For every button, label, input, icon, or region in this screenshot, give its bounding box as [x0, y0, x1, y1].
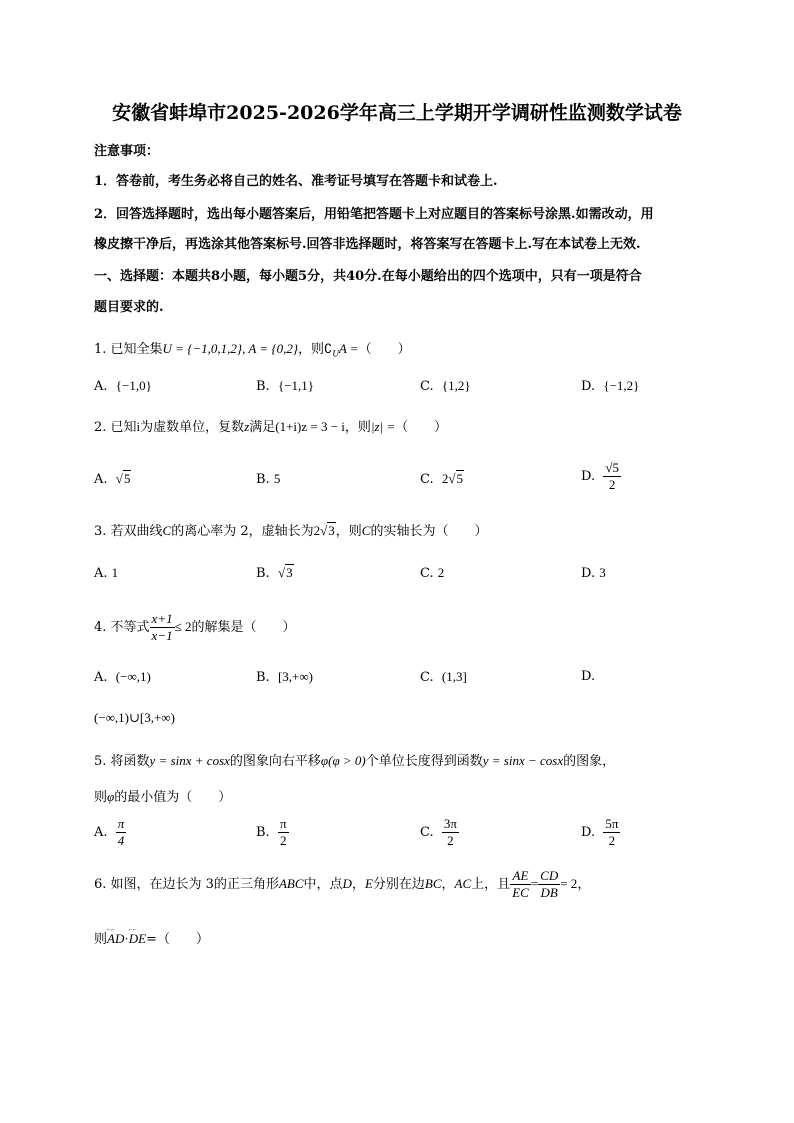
q3-mid1: 的离心率为 2，虚轴长为	[171, 524, 314, 539]
option-text: (1,3]	[441, 669, 467, 684]
q6-comma: ，	[351, 877, 365, 892]
q4-suffix: 的解集是（ ）	[191, 620, 296, 635]
q5-f2: y = sinx − cosx	[482, 753, 564, 768]
option-label: D.	[581, 566, 596, 581]
option-label: B.	[256, 825, 270, 840]
option-label: D.	[581, 825, 596, 840]
frac-den: DB	[540, 885, 558, 900]
q5-line2b: 的最小值为（ ）	[114, 790, 232, 805]
q3-c: C	[162, 523, 172, 538]
q1-mid: ，则	[298, 342, 325, 357]
option-text: {−1,1}	[277, 378, 315, 393]
q5-option-c[interactable]	[420, 816, 459, 849]
q3-prefix: 3. 若双曲线	[94, 524, 163, 539]
option-label: B.	[256, 472, 270, 487]
frac-num: 5π	[605, 816, 619, 831]
q3-mid3: 的实轴长为（ ）	[370, 524, 488, 539]
option-label: A.	[94, 379, 108, 394]
fraction	[116, 816, 127, 849]
q6-comma2: ，	[441, 877, 455, 892]
q4-option-c[interactable]	[420, 668, 467, 687]
option-text: (−∞,1)	[115, 669, 151, 684]
q1-complement-a: A =	[338, 341, 359, 356]
q2-option-d[interactable]	[581, 460, 621, 493]
q5-mid2: 个单位长度得到函数	[365, 754, 483, 769]
frac-num: 3π	[443, 816, 457, 831]
q3-c2: C	[361, 523, 371, 538]
frac-num: π	[279, 816, 287, 831]
section-heading: 一、选择题：本题共8小题，每小题5分，共40分.在每小题给出的四个选项中，只有一项是符合	[94, 269, 642, 284]
frac-num: π	[117, 816, 125, 831]
option-label: B.	[256, 566, 270, 581]
option-label: D.	[581, 379, 596, 394]
q6-line2a: 则	[94, 932, 108, 947]
q2-prefix: 2. 已知	[94, 420, 137, 435]
option-text: 2	[437, 565, 445, 580]
q4-option-b[interactable]	[256, 668, 313, 687]
frac-den: EC	[512, 885, 529, 900]
q6-tail: =（ ）	[146, 932, 209, 947]
question-5	[94, 752, 615, 771]
question-6: 6. 如图，在边长为 3的正三角形ABC中，点D，E分别在边BC，AC上，且 $\frac{AE}{EC}$ = $\frac{CD}{DB}$ = 2，	[94, 868, 591, 900]
q2-option-c[interactable]	[420, 470, 464, 489]
option-text: {−1,2}	[603, 378, 640, 393]
option-text: 5	[273, 471, 281, 486]
q5-option-a[interactable]	[94, 816, 126, 849]
q6-vector-de: ⌐⌐ DE	[129, 930, 146, 948]
frac-den: 2	[447, 833, 454, 848]
q2-option-b[interactable]	[256, 470, 280, 489]
q6-mid2: 分别在边	[372, 877, 425, 892]
option-label: A.	[94, 472, 108, 487]
option-text: 1	[111, 565, 119, 580]
q2-equation: (1+i)z = 3 − i	[275, 419, 345, 434]
q6-eq2: = 2	[560, 876, 578, 891]
sqrt-icon: √3	[277, 565, 293, 580]
option-text: {1,2}	[441, 378, 471, 393]
q5-mid1: 的图象向右平移	[229, 754, 321, 769]
option-label: C.	[420, 472, 434, 487]
q1-math: U = {−1,0,1,2}, A = {0,2}	[162, 341, 299, 356]
sqrt-icon: √5	[448, 471, 464, 486]
fraction	[278, 816, 289, 849]
q1-complement-sub: U	[332, 348, 339, 359]
option-label: C.	[420, 670, 434, 685]
q3-option-c[interactable]	[420, 564, 444, 583]
q2-z: z	[244, 419, 250, 434]
q3-mid2: ，则	[335, 524, 362, 539]
q5-option-d[interactable]	[581, 816, 620, 849]
q5-f1: y = sinx + cosx	[149, 753, 230, 768]
q4-le: ≤ 2	[174, 619, 192, 634]
option-coef: 2	[441, 471, 449, 486]
q4-option-a[interactable]	[94, 668, 151, 687]
option-text: {−1,0}	[115, 378, 152, 393]
option-label: D.	[581, 669, 596, 684]
fraction	[150, 611, 175, 644]
option-text: 5	[456, 471, 464, 486]
option-label: B.	[256, 379, 270, 394]
question-1	[94, 340, 411, 363]
q6-abc: ABC	[278, 876, 304, 891]
q1-prefix: 1. 已知全集	[94, 342, 163, 357]
q4-prefix: 4. 不等式	[94, 620, 150, 635]
q4-option-d[interactable]	[581, 668, 595, 686]
option-label: C.	[420, 566, 434, 581]
notice-item-2-cont: 橡皮擦干净后，再选涂其他答案标号.回答非选择题时，将答案写在答题卡上.写在本试卷上无效.	[94, 237, 641, 252]
q5-suffix: 的图象，	[563, 754, 616, 769]
question-4	[94, 608, 296, 647]
q5-line2a: 则	[94, 790, 108, 805]
frac-den: 2	[608, 477, 616, 492]
q1-paren: （ ）	[358, 342, 411, 357]
option-label: B.	[256, 670, 270, 685]
option-text: 5	[123, 471, 131, 486]
q2-option-a[interactable]	[94, 470, 131, 489]
q2-paren: （ ）	[395, 420, 448, 435]
q3-option-a[interactable]	[94, 564, 118, 583]
q5-phi2: φ	[107, 789, 115, 804]
q6-prefix: 6. 如图，在边长为 3的正三角形	[94, 877, 279, 892]
option-label: A.	[94, 566, 108, 581]
fraction	[510, 868, 531, 901]
option-label: C.	[420, 379, 434, 394]
q1-option-a[interactable]	[94, 377, 152, 396]
q1-option-c[interactable]	[420, 377, 471, 396]
q3-option-b[interactable]	[256, 564, 294, 583]
question-5-cont	[94, 788, 231, 807]
sqrt-icon: √5	[115, 471, 131, 486]
frac-den: x−1	[151, 628, 173, 643]
notice-item-1: 1．答卷前，考生务必将自己的姓名、准考证号填写在答题卡和试卷上.	[94, 174, 498, 189]
q6-e: E	[364, 876, 373, 891]
question-2	[94, 418, 447, 437]
option-label: C.	[420, 825, 434, 840]
q6-bc: BC	[424, 876, 442, 891]
notice-heading: 注意事项：	[94, 144, 160, 159]
option-text: 3	[599, 565, 606, 580]
q2-mid1: 为虚数单位，复数	[140, 420, 245, 435]
q6-comma3: ，	[577, 877, 591, 892]
q3-coef: 2	[313, 523, 321, 538]
q5-phi: φ(φ > 0)	[320, 753, 366, 768]
q6-d: D	[342, 876, 352, 891]
q2-abs: |z| =	[370, 419, 396, 434]
q1-complement: ∁	[324, 341, 333, 356]
option-label: A.	[94, 670, 108, 685]
q3-option-d[interactable]	[581, 564, 606, 583]
q2-i: i	[136, 419, 141, 434]
frac-num: AE	[510, 868, 531, 885]
option-label: D.	[581, 469, 596, 484]
q6-mid1: 中，点	[303, 877, 343, 892]
fraction	[442, 816, 459, 849]
q6-ac: AC	[454, 876, 472, 891]
fraction	[538, 868, 560, 901]
frac-num: x+1	[151, 611, 173, 626]
fraction	[603, 460, 621, 493]
frac-den: 2	[608, 833, 616, 848]
frac-num: CD	[540, 868, 559, 883]
q6-mid3: 上，且	[471, 877, 511, 892]
question-3	[94, 522, 487, 541]
q4-option-d-text: (−∞,1)∪[3,+∞)	[94, 710, 175, 725]
q1-option-b[interactable]	[256, 377, 314, 396]
q2-mid3: ，则	[344, 420, 371, 435]
option-label: A.	[94, 825, 108, 840]
q5-prefix: 5. 将函数	[94, 754, 150, 769]
frac-den: 4	[117, 833, 125, 848]
section-heading-cont: 题目要求的.	[94, 300, 164, 315]
frac-num: √5	[605, 460, 619, 475]
q2-mid2: 满足	[249, 420, 276, 435]
q5-option-b[interactable]	[256, 816, 289, 849]
option-text: [3,+∞)	[277, 669, 313, 684]
option-text: 3	[286, 565, 293, 580]
page-title: 安徽省蚌埠市2025-2026学年高三上学期开学调研性监测数学试卷	[112, 102, 682, 124]
q3-rad: 3	[328, 523, 335, 538]
notice-item-2: 2．回答选择题时，选出每小题答案后，用铅笔把答题卡上对应题目的答案标号涂黑.如需改动，用	[94, 207, 654, 222]
frac-den: 2	[279, 833, 287, 848]
fraction	[603, 816, 620, 849]
sqrt-icon: √3	[320, 523, 335, 538]
q6-vector-ad: ⌐⌐ AD	[107, 930, 124, 948]
question-6-cont: 则⌐⌐ AD·⌐⌐ DE=（ ）	[94, 930, 209, 949]
q1-option-d[interactable]	[581, 377, 639, 396]
